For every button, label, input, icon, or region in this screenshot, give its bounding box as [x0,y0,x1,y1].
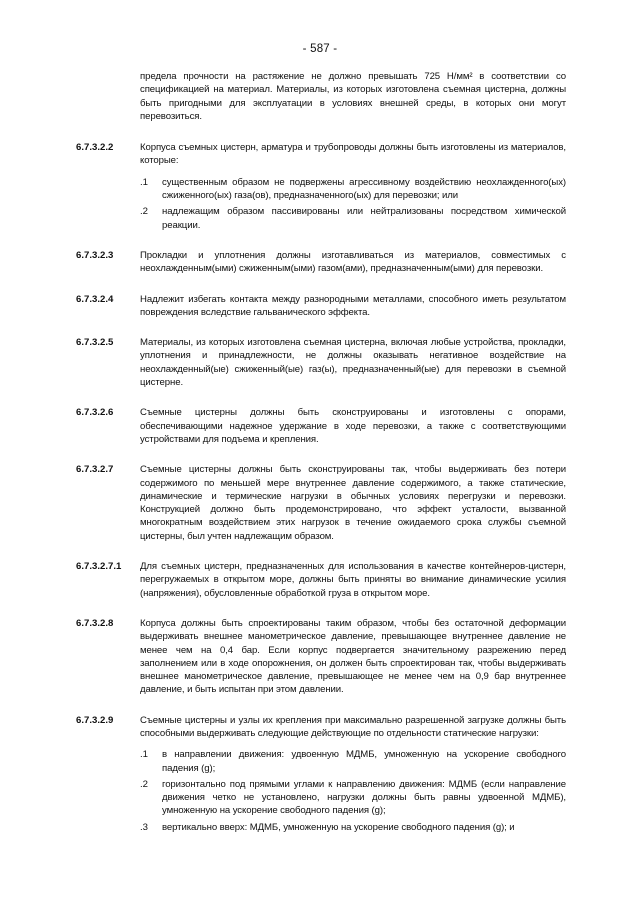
section-number: 6.7.3.2.9 [76,714,114,726]
list-item [140,821,566,834]
section-number: 6.7.3.2.8 [76,617,114,629]
section-number: 6.7.3.2.7.1 [76,561,122,573]
section-6-7-3-2-5 [76,336,566,389]
section-body [140,249,566,276]
list-item [140,205,566,232]
section-number: 6.7.3.2.5 [76,337,114,349]
section-text: Съемные цистерны должны быть сконструированы и изготовлены с опорами, обеспечивающими надежное удержание в ходе перевозки, а также с соответствующими устройствами для подъема и крепления. [140,407,566,445]
section-body [140,714,566,834]
list-item [140,778,566,818]
list-item [140,176,566,203]
section-number: 6.7.3.2.2 [76,142,114,154]
list-item-text: горизонтально под прямыми углами к направлению движения: МДМБ (если направление движения четко не установлено, нагрузки должны быть равны удвоенной МДМБ), умноженную на ускорение свободного падения (g); [162,778,566,817]
section-6-7-3-2-8 [76,617,566,697]
list-item [140,748,566,775]
sub-item-list [140,748,566,834]
section-6-7-3-2-3 [76,249,566,276]
section-6-7-3-2-7 [76,463,566,543]
continuation-paragraph: предела прочности на растяжение не должно превышать 725 Н/мм² в соответствии со спецификацией на материал. Материалы, из которых изготовлена съемная цистерна, должны быть пригодными для эксплуатации в условиях внешней среды, в которых они могут перевозиться. [140,71,566,122]
list-marker: .1 [140,176,149,188]
section-text: Прокладки и уплотнения должны изготавливаться из материалов, совместимых с неохлажденным(ыми) сжиженным(ыми) газом(ами), предназначенным(ыми) для перевозки. [140,249,566,275]
section-body [140,463,566,543]
list-item-text: надлежащим образом пассивированы или нейтрализованы посредством химической реакции. [162,206,566,231]
section-text: Съемные цистерны и узлы их крепления при максимально разрешенной загрузке должны быть способными выдерживать следующие действующие по отдельности статические нагрузки: [140,714,566,739]
section-6-7-3-2-9 [76,714,566,834]
section-body [140,617,566,697]
section-number: 6.7.3.2.3 [76,249,114,261]
section-6-7-3-2-4 [76,293,566,320]
section-text: Корпуса съемных цистерн, арматура и трубопроводы должны быть изготовлены из материалов, которые: [140,142,566,167]
section-text: Надлежит избегать контакта между разнородными металлами, способного иметь результатом повреждения вследствие гальванического эффекта. [140,293,566,318]
list-marker: .2 [140,778,149,790]
section-text: Для съемных цистерн, предназначенных для использования в качестве контейнеров-цистерн, перегружаемых в открытом море, должны быть приняты во внимание динамические усилия (напряжения), обусловленные обработкой груза в открытом море. [140,561,566,599]
section-6-7-3-2-7-1 [76,560,566,600]
section-number: 6.7.3.2.4 [76,293,114,305]
list-marker: .1 [140,749,149,761]
list-item-text: в направлении движения: удвоенную МДМБ, умноженную на ускорение свободного падения (g); [162,749,566,774]
section-body [140,336,566,389]
section-6-7-3-2-2 [76,141,566,232]
section-body [140,406,566,446]
section-text: Корпуса должны быть спроектированы таким образом, чтобы без остаточной деформации выдерживать внешнее манометрическое давление, превышающее внутреннее давление не менее чем на 0,4 бар. Если корпус подвергается значительному разрежению перед заполнением или в ходе опорожнения, он должен быть спроектирован так, чтобы выдерживать внешнее манометрическое давление, превышающее не менее чем на 0,9 бар внутреннее давление, и быть испытан при этом давлении. [140,617,566,696]
section-number: 6.7.3.2.7 [76,464,114,476]
list-marker: .2 [140,206,149,218]
document-body [76,70,566,851]
section-body [140,141,566,232]
list-item-text: вертикально вверх: МДМБ, умноженную на ускорение свободного падения (g); и [162,821,515,833]
section-text: Съемные цистерны должны быть сконструированы так, чтобы выдерживать без потери содержимого по меньшей мере внутреннее давление содержимого, а также статические, динамические и термические нагрузки в обычных условиях перегрузки и перевозки. Конструкцией должно быть продемонстрировано, что эффект усталости, вызванной многократным воздействием этих нагрузок в течение ожидаемого срока службы съемной цистерны, был учтен надлежащим образом. [140,464,566,542]
sub-item-list [140,176,566,232]
sections-container [76,141,566,834]
list-item-text: существенным образом не подвержены агрессивному воздействию неохлажденного(ых) сжиженного(ых) газа(ов), предназначенного(ых) для перевозки; или [162,176,566,202]
list-marker: .3 [140,821,149,833]
page-number: - 587 - [302,43,338,55]
section-body [140,560,566,600]
section-6-7-3-2-6 [76,406,566,446]
section-number: 6.7.3.2.6 [76,407,114,419]
section-body [140,293,566,320]
section-text: Материалы, из которых изготовлена съемная цистерна, включая любые устройства, прокладки, уплотнения и принадлежности, не должны оказывать негативное воздействие на неохлажденный(ые) сжиженный(ые) газ(ы), предназначенный(ые) для перевозки в съемной цистерне. [140,337,566,389]
